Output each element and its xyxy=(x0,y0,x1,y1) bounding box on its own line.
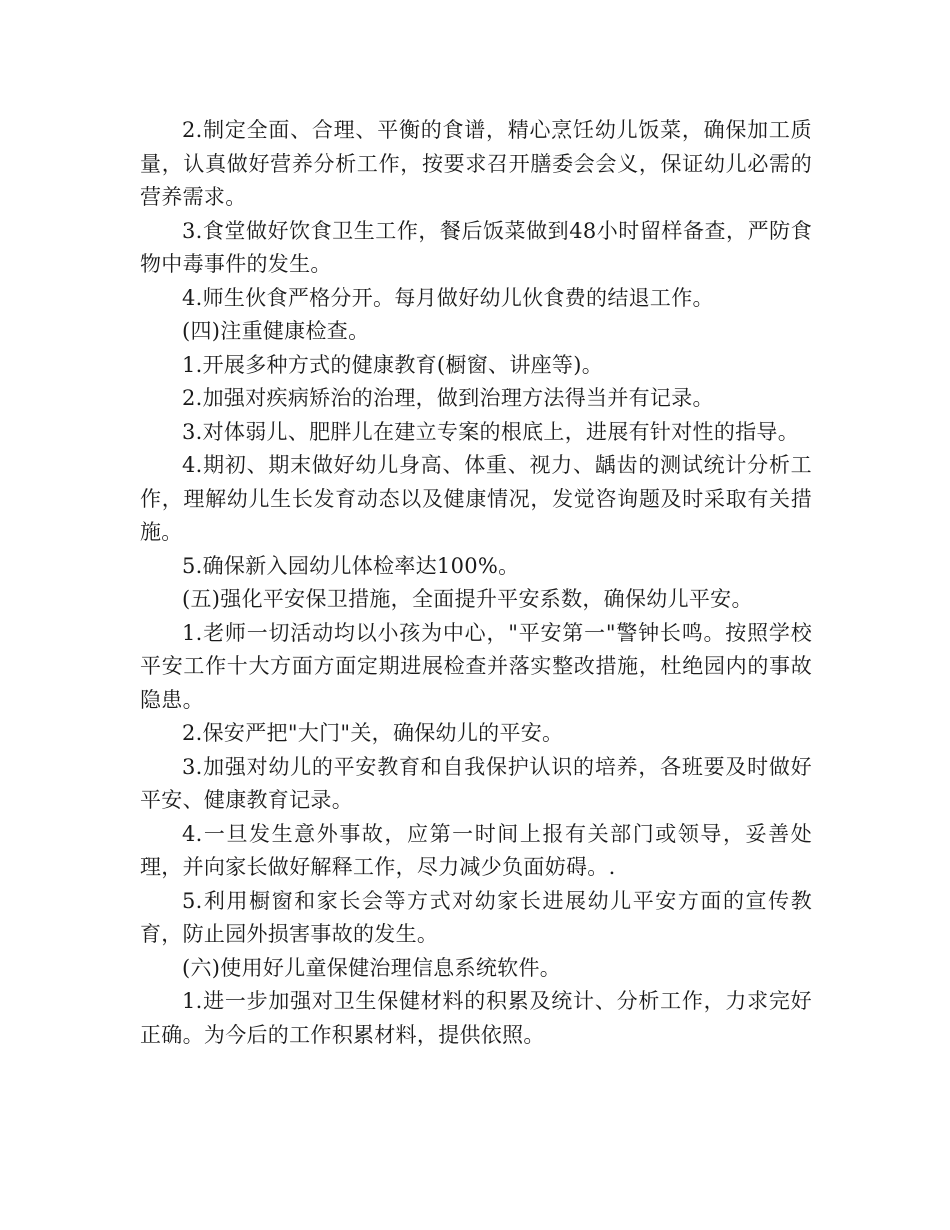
paragraph-menu-planning: 2.制定全面、合理、平衡的食谱，精心烹饪幼儿饭菜，确保加工质量，认真做好营养分析工作，按要求召开膳委会会义，保证幼儿必需的营养需求。 xyxy=(140,118,812,209)
section-heading-safety: (五)强化平安保卫措施，全面提升平安系数，确保幼儿平安。 xyxy=(182,587,753,611)
paragraph-safety-first: 1.老师一切活动均以小孩为中心，"平安第一"警钟长鸣。按照学校平安工作十大方面方面定期进展检查并落实整改措施，杜绝园内的事故隐患。 xyxy=(140,620,812,712)
paragraph-checkup-rate: 5.确保新入园幼儿体检率达100%。 xyxy=(182,553,520,578)
section-heading-software: (六)使用好儿童保健治理信息系统软件。 xyxy=(182,955,562,980)
document-body xyxy=(140,114,812,1052)
paragraph-canteen-hygiene: 3.食堂做好饮食卫生工作，餐后饭菜做到48小时留样备查，严防食物中毒事件的发生。 xyxy=(140,218,812,276)
paragraph-growth-testing: 4.期初、期末做好幼儿身高、体重、视力、龋齿的测试统计分析工作，理解幼儿生长发育动态以及健康情况，发觉咨询题及时采取有关措施。 xyxy=(140,453,812,544)
paragraph-safety-education: 3.加强对幼儿的平安教育和自我保护认识的培养，各班要及时做好平安、健康教育记录。 xyxy=(140,754,812,812)
section-heading-health-check: (四)注重健康检查。 xyxy=(182,319,370,343)
paragraph-disease-treatment: 2.加强对疾病矫治的治理，做到治理方法得当并有记录。 xyxy=(182,386,714,410)
paragraph-gate-security: 2.保安严把"大门"关，确保幼儿的平安。 xyxy=(182,721,564,745)
paragraph-health-education: 1.开展多种方式的健康教育(橱窗、讲座等)。 xyxy=(182,352,604,377)
paragraph-weak-obese-children: 3.对体弱儿、肥胖儿在建立专案的根底上，进展有针对性的指导。 xyxy=(182,419,800,444)
paragraph-parent-outreach: 5.利用橱窗和家长会等方式对幼家长进展幼儿平安方面的宣传教育，防止园外损害事故的发生。 xyxy=(140,888,812,946)
paragraph-accident-handling: 4.一旦发生意外事故，应第一时间上报有关部门或领导，妥善处理，并向家长做好解释工作，尽力减少负面妨碍。. xyxy=(140,821,812,879)
paragraph-records-analysis: 1.进一步加强对卫生保健材料的积累及统计、分析工作，力求完好正确。为今后的工作积累材料，提供依照。 xyxy=(140,989,812,1047)
paragraph-separate-meals: 4.师生伙食严格分开。每月做好幼儿伙食费的结退工作。 xyxy=(182,285,714,310)
